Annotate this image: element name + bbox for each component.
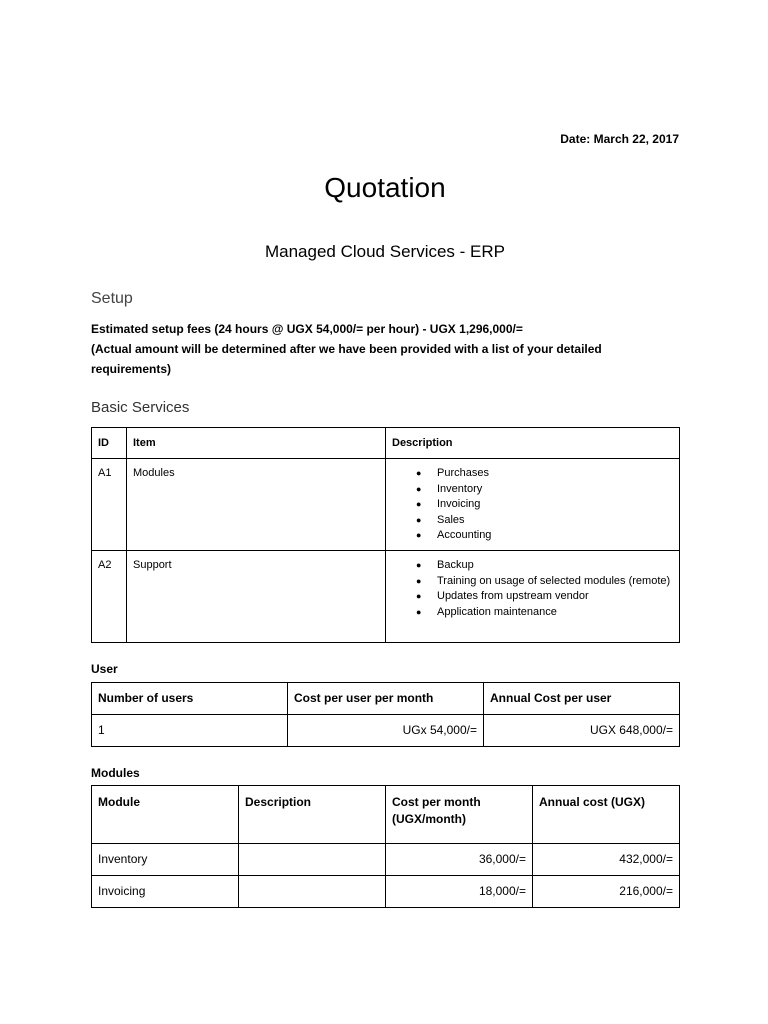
user-cost-table — [91, 682, 680, 747]
table-row — [92, 459, 680, 551]
user-heading: User — [91, 662, 118, 676]
cell-description — [386, 459, 680, 551]
list-item: ● Training on usage of selected modules (remote) — [437, 574, 673, 590]
cell-description — [239, 876, 386, 908]
cell-users: 1 — [92, 715, 288, 747]
column-header-description: Description — [386, 428, 680, 459]
setup-note-line: (Actual amount will be determined after we have been provided with a list of your detailed requirements) — [91, 342, 602, 376]
list-item: ● Application maintenance — [437, 605, 673, 621]
list-item: ● Backup — [437, 558, 673, 574]
modules-heading: Modules — [91, 766, 140, 780]
description-list — [392, 466, 673, 544]
cell-monthly-cost: 18,000/= — [386, 876, 533, 908]
cell-monthly-cost: UGx 54,000/= — [288, 715, 484, 747]
column-header-annual-cost: Annual Cost per user — [484, 683, 680, 715]
table-row — [92, 715, 680, 747]
cell-annual-cost: 216,000/= — [533, 876, 680, 908]
table-header-row — [92, 683, 680, 715]
setup-fee-line: Estimated setup fees (24 hours @ UGX 54,000/= per hour) - UGX 1,296,000/= — [91, 322, 523, 336]
cell-annual-cost: UGX 648,000/= — [484, 715, 680, 747]
table-header-row — [92, 428, 680, 459]
table-row — [92, 876, 680, 908]
description-list — [392, 558, 673, 620]
setup-heading: Setup — [91, 290, 133, 307]
basic-services-table — [91, 427, 680, 643]
basic-services-heading: Basic Services — [91, 399, 190, 416]
column-header-description: Description — [239, 786, 386, 844]
page-title: Quotation — [324, 172, 446, 203]
list-item: ● Accounting — [437, 528, 673, 544]
table-row — [92, 551, 680, 643]
cell-item: Modules — [127, 459, 386, 551]
column-header-id: ID — [92, 428, 127, 459]
column-header-cost-per-month: Cost per month (UGX/month) — [386, 786, 533, 844]
list-item: ● Inventory — [437, 482, 673, 498]
list-item: ● Sales — [437, 513, 673, 529]
column-header-annual-cost: Annual cost (UGX) — [533, 786, 680, 844]
document-date: Date: March 22, 2017 — [560, 132, 679, 146]
cell-annual-cost: 432,000/= — [533, 844, 680, 876]
column-header-module: Module — [92, 786, 239, 844]
column-header-cost-per-month: Cost per user per month — [288, 683, 484, 715]
cell-item: Support — [127, 551, 386, 643]
list-item: ● Purchases — [437, 466, 673, 482]
list-item: ● Invoicing — [437, 497, 673, 513]
column-header-item: Item — [127, 428, 386, 459]
list-item: ● Updates from upstream vendor — [437, 589, 673, 605]
cell-monthly-cost: 36,000/= — [386, 844, 533, 876]
cell-description — [386, 551, 680, 643]
table-row — [92, 844, 680, 876]
page-subtitle: Managed Cloud Services - ERP — [264, 242, 505, 261]
cell-id: A1 — [92, 459, 127, 551]
modules-cost-table — [91, 785, 680, 908]
cell-description — [239, 844, 386, 876]
setup-description — [91, 319, 679, 379]
cell-module: Inventory — [92, 844, 239, 876]
column-header-number-of-users: Number of users — [92, 683, 288, 715]
cell-module: Invoicing — [92, 876, 239, 908]
cell-id: A2 — [92, 551, 127, 643]
table-header-row — [92, 786, 680, 844]
